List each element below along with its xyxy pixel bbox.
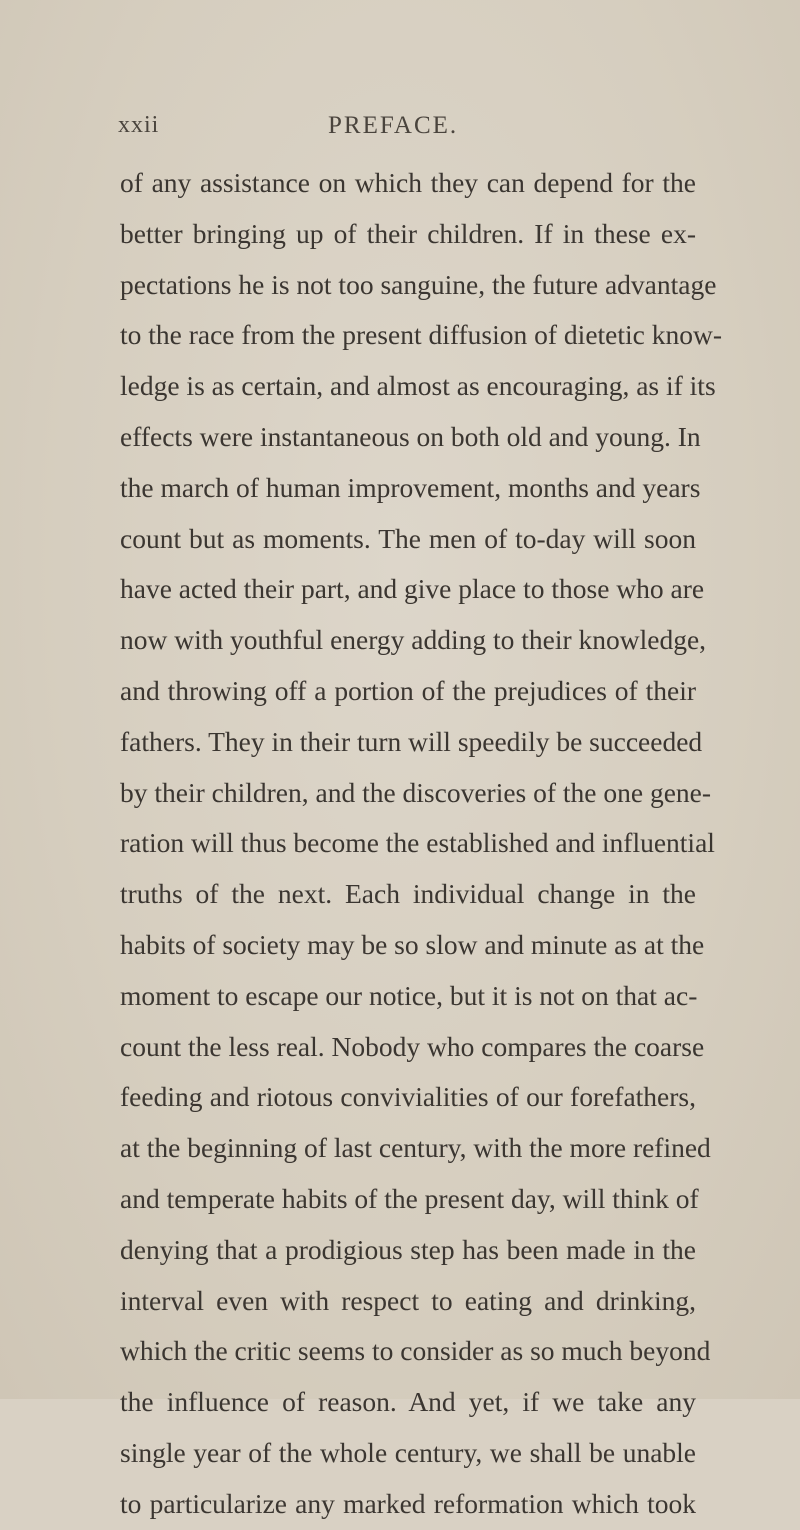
text-line: the march of human improvement, months and years xyxy=(120,471,701,503)
text-line: habits of society may be so slow and minute as at the xyxy=(120,928,705,960)
text-line: denying that a prodigious step has been made in the xyxy=(120,1233,696,1265)
text-line: at the beginning of last century, with the more refined xyxy=(120,1132,711,1164)
text-line: count the less real. Nobody who compares the coarse xyxy=(120,1030,705,1062)
text-line: fathers. They in their turn will speedily be succeeded xyxy=(120,725,703,757)
body-text xyxy=(120,158,723,1530)
text-line: now with youthful energy adding to their knowledge, xyxy=(120,624,707,656)
text-line: by their children, and the discoveries of the one gene- xyxy=(120,776,712,808)
running-head xyxy=(118,112,718,152)
header-title: PREFACE. xyxy=(328,112,459,139)
text-line: moment to escape our notice, but it is not on that ac- xyxy=(120,979,698,1011)
page-number: xxii xyxy=(118,112,160,138)
text-line: of any assistance on which they can depend for the xyxy=(120,167,696,198)
text-line: which the critic seems to consider as so much beyond xyxy=(120,1335,711,1367)
text-line: feeding and riotous convivialities of our forefathers, xyxy=(120,1081,696,1113)
text-line: interval even with respect to eating and drinking, xyxy=(120,1284,696,1316)
text-line: effects were instantaneous on both old and young. In xyxy=(120,420,701,452)
text-line: truths of the next. Each individual change in the xyxy=(120,878,696,910)
text-line: better bringing up of their children. If in these ex- xyxy=(120,217,696,249)
text-line: pectations he is not too sanguine, the future advantage xyxy=(120,268,717,300)
text-line: to particularize any marked reformation which took xyxy=(120,1487,696,1519)
text-line: single year of the whole century, we shall be unable xyxy=(120,1436,696,1468)
text-line: the influence of reason. And yet, if we take any xyxy=(120,1386,696,1418)
text-line: have acted their part, and give place to those who are xyxy=(120,573,705,605)
text-line: and throwing off a portion of the prejudices of their xyxy=(120,674,696,706)
text-line: ledge is as certain, and almost as encouraging, as if its xyxy=(120,370,716,402)
text-line: and temperate habits of the present day, will think of xyxy=(120,1182,699,1214)
text-line: ration will thus become the established and influential xyxy=(120,827,715,859)
text-line: count but as moments. The men of to-day will soon xyxy=(120,522,696,554)
text-line: to the race from the present diffusion of dietetic know- xyxy=(120,319,723,351)
